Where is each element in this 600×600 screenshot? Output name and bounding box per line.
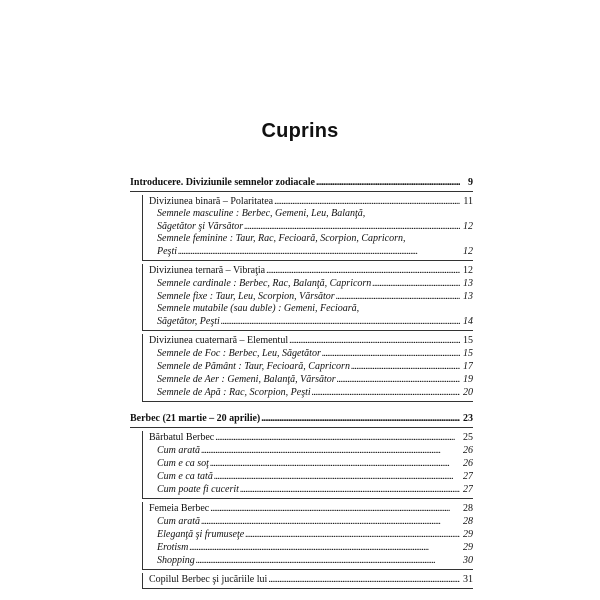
toc-item-line: Semnele feminine : Taur, Rac, Fecioară, Scorpion, Capricorn, — [157, 233, 406, 244]
page-number: 27 — [463, 484, 473, 495]
toc-item-entry-label: Eleganţă şi frumuseţe — [157, 529, 245, 540]
dot-leader — [201, 515, 460, 528]
toc-subsection-entry-label: Bărbatul Berbec — [149, 432, 215, 443]
toc-item-entry-label: Cum arată — [157, 445, 201, 456]
toc-item-entry[interactable] — [149, 457, 473, 470]
toc-item-entry[interactable] — [149, 386, 473, 399]
dot-leader — [221, 315, 460, 328]
toc-item-entry[interactable] — [149, 290, 473, 303]
toc-item-entry-label: Semnele de Apă : Rac, Scorpion, Peşti — [157, 387, 311, 398]
dot-leader — [274, 195, 460, 208]
toc-item-entry[interactable] — [149, 483, 473, 496]
toc-item-line: Semnele masculine : Berbec, Gemeni, Leu, Balanţă, — [157, 208, 366, 219]
dot-leader — [289, 334, 460, 347]
page-number: 31 — [463, 574, 473, 585]
toc-item-entry[interactable] — [149, 528, 473, 541]
toc-subsection-entry[interactable] — [149, 264, 473, 277]
dot-leader — [245, 528, 460, 541]
dot-leader — [268, 573, 460, 586]
toc-item-entry-label: Cum e ca tată — [157, 471, 213, 482]
toc-item-entry-label: Erotism — [157, 542, 189, 553]
toc-item-entry-label: Semnele de Aer : Gemeni, Balanţă, Vărsător — [157, 374, 336, 385]
toc-subsection — [142, 502, 473, 570]
toc-subsection-entry-label: Diviziunea cuaternară – Elementul — [149, 335, 289, 346]
page-number: 29 — [463, 542, 473, 553]
toc-item-entry-label: Semnele de Foc : Berbec, Leu, Săgetător — [157, 348, 321, 359]
page-number: 15 — [463, 348, 473, 359]
toc-item-entry[interactable] — [149, 347, 473, 360]
page-number: 26 — [463, 458, 473, 469]
toc-chapter-entry[interactable] — [130, 176, 473, 189]
toc-item-entry-label: Shopping — [157, 555, 195, 566]
toc-item-entry-label: Cum e ca soţ — [157, 458, 209, 469]
page-number: 26 — [463, 445, 473, 456]
toc-subsection-entry[interactable] — [149, 195, 473, 208]
table-of-contents — [130, 176, 473, 593]
dot-leader — [261, 412, 460, 425]
toc-item-entry[interactable] — [149, 220, 473, 233]
chapter-rule — [130, 191, 473, 192]
page-number: 14 — [463, 316, 473, 327]
page-number: 29 — [463, 529, 473, 540]
dot-leader — [201, 444, 460, 457]
toc-item-entry-label: Peşti — [157, 246, 177, 257]
page-number: 30 — [463, 555, 473, 566]
dot-leader — [312, 386, 460, 399]
toc-subsection — [142, 573, 473, 589]
toc-item-entry[interactable] — [149, 315, 473, 328]
page-number: 23 — [463, 413, 473, 424]
toc-chapter-section — [130, 176, 473, 406]
toc-item-entry[interactable] — [149, 515, 473, 528]
toc-item-entry-label: Săgetător şi Vărsător — [157, 221, 244, 232]
toc-item-entry[interactable] — [149, 373, 473, 386]
toc-item-entry-label: Cum poate fi cucerit — [157, 484, 239, 495]
dot-leader — [210, 457, 460, 470]
toc-subsection — [142, 431, 473, 499]
dot-leader — [316, 176, 460, 189]
dot-leader — [337, 373, 460, 386]
toc-subsection-entry-label: Copilul Berbec şi jucăriile lui — [149, 574, 268, 585]
page-number: 9 — [468, 177, 473, 188]
dot-leader — [210, 502, 460, 515]
toc-item-line: Semnele mutabile (sau duble) : Gemeni, Fecioară, — [157, 303, 360, 314]
page-title: Cuprins — [261, 120, 339, 142]
toc-subsection-entry-label: Femeia Berbec — [149, 503, 210, 514]
dot-leader — [322, 347, 460, 360]
toc-item-entry-label: Cum arată — [157, 516, 201, 527]
page-number: 12 — [463, 221, 473, 232]
toc-subsection — [142, 334, 473, 402]
page-number: 27 — [463, 471, 473, 482]
dot-leader — [336, 290, 460, 303]
page-number: 15 — [463, 335, 473, 346]
dot-leader — [214, 470, 460, 483]
page-number: 13 — [463, 291, 473, 302]
toc-subsection-entry[interactable] — [149, 334, 473, 347]
toc-subsection-entry[interactable] — [149, 502, 473, 515]
dot-leader — [351, 360, 460, 373]
page-number: 12 — [463, 246, 473, 257]
page-number: 25 — [463, 432, 473, 443]
dot-leader — [266, 264, 460, 277]
page-number: 28 — [463, 516, 473, 527]
page-number: 20 — [463, 387, 473, 398]
toc-chapter-entry-label: Introducere. Diviziunile semnelor zodiacale — [130, 177, 315, 188]
toc-item-entry[interactable] — [149, 470, 473, 483]
dot-leader — [178, 245, 460, 258]
page-number: 11 — [463, 196, 473, 207]
toc-subsection — [142, 195, 473, 261]
page-number: 12 — [463, 265, 473, 276]
toc-item-entry-label: Semnele de Pământ : Taur, Fecioară, Capricorn — [157, 361, 350, 372]
toc-chapter-entry[interactable] — [130, 412, 473, 425]
toc-chapter-section — [130, 412, 473, 593]
dot-leader — [189, 541, 460, 554]
dot-leader — [196, 554, 460, 567]
toc-item-entry[interactable] — [149, 277, 473, 290]
toc-item-entry[interactable] — [149, 444, 473, 457]
page-number: 19 — [463, 374, 473, 385]
toc-item-entry-label: Semnele fixe : Taur, Leu, Scorpion, Vărsător — [157, 291, 335, 302]
toc-item-entry[interactable] — [149, 554, 473, 567]
toc-item-entry-label: Semnele cardinale : Berbec, Rac, Balanţă, Capricorn — [157, 278, 372, 289]
toc-item-entry[interactable] — [149, 360, 473, 373]
toc-subsection-entry-label: Diviziunea binară – Polaritatea — [149, 196, 274, 207]
toc-item-entry[interactable] — [149, 541, 473, 554]
toc-subsection-entry-label: Diviziunea ternară – Vibraţia — [149, 265, 266, 276]
toc-item-entry-label: Săgetător, Peşti — [157, 316, 220, 327]
dot-leader — [244, 220, 460, 233]
dot-leader — [372, 277, 460, 290]
toc-subsection — [142, 264, 473, 331]
dot-leader — [215, 431, 460, 444]
toc-subsection-entry[interactable] — [149, 573, 473, 586]
toc-item-entry[interactable] — [149, 245, 473, 258]
chapter-rule — [130, 427, 473, 428]
page-number: 13 — [463, 278, 473, 289]
page-number: 17 — [463, 361, 473, 372]
dot-leader — [240, 483, 460, 496]
page-number: 28 — [463, 503, 473, 514]
toc-subsection-entry[interactable] — [149, 431, 473, 444]
toc-chapter-entry-label: Berbec (21 martie – 20 aprilie) — [130, 413, 261, 424]
